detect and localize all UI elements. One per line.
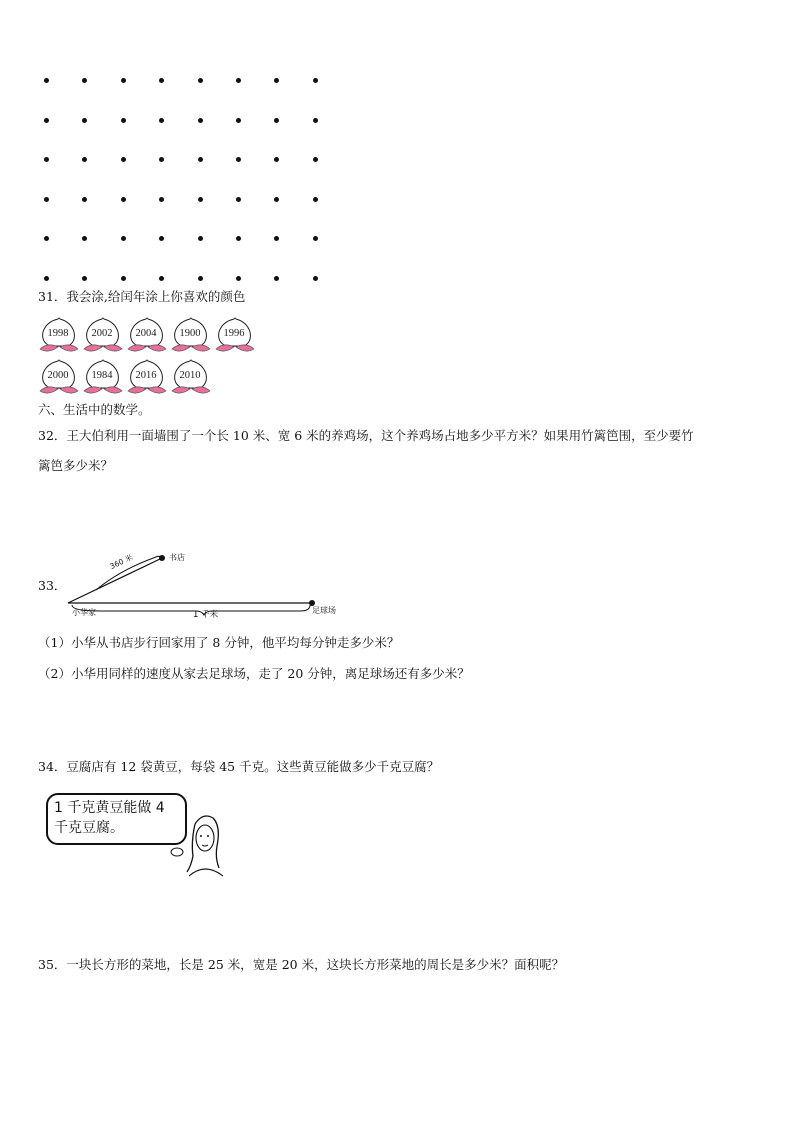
- peach-year-label: 1984: [91, 370, 113, 381]
- grid-dot: [198, 276, 203, 281]
- grid-dot: [274, 118, 279, 123]
- grid-dot: [121, 236, 126, 241]
- grid-dot: [44, 78, 49, 83]
- question-32-line-2: 篱笆多少米？: [38, 458, 114, 473]
- question-33-sub-1: （1）小华从书店步行回家用了 8 分钟，他平均每分钟走多少米？: [38, 635, 400, 650]
- grid-dot: [236, 197, 241, 202]
- grid-dot: [82, 197, 87, 202]
- grid-dot: [274, 157, 279, 162]
- peach-year-item[interactable]: [214, 316, 258, 352]
- grid-dot: [121, 78, 126, 83]
- grid-dot: [44, 276, 49, 281]
- label-stadium: 足球场: [312, 606, 336, 615]
- grid-dot: [159, 78, 164, 83]
- grid-dot: [198, 236, 203, 241]
- grid-dot: [198, 78, 203, 83]
- grid-dot: [82, 276, 87, 281]
- peach-year-item[interactable]: [38, 358, 82, 394]
- grid-dot: [313, 197, 318, 202]
- peach-year-item[interactable]: [82, 358, 126, 394]
- peach-year-item[interactable]: [82, 316, 126, 352]
- grid-dot: [82, 118, 87, 123]
- grid-dot: [159, 157, 164, 162]
- speech-line-2: 千克豆腐。: [54, 820, 124, 836]
- grid-dot: [44, 236, 49, 241]
- section-6-title: 六、生活中的数学。: [38, 402, 151, 417]
- grid-dot: [274, 197, 279, 202]
- grid-dot: [44, 118, 49, 123]
- peach-year-label: 1996: [223, 328, 245, 339]
- bookstore-point: [159, 555, 165, 561]
- grid-dot: [236, 236, 241, 241]
- peach-row-1: [38, 316, 318, 356]
- peach-year-item[interactable]: [126, 316, 170, 352]
- grid-dot: [236, 157, 241, 162]
- grid-dot: [159, 118, 164, 123]
- thought-bubble-icon: [171, 848, 183, 856]
- grid-dot: [121, 197, 126, 202]
- grid-dot: [198, 157, 203, 162]
- question-33-number: 33．: [38, 578, 67, 593]
- question-32-line-1: 32．王大伯利用一面墙围了一个长 10 米、宽 6 米的养鸡场，这个养鸡场占地多少平方米？如果用竹篱笆围，至少要竹: [38, 428, 694, 443]
- grid-dot: [236, 118, 241, 123]
- label-home: 小华家: [72, 608, 96, 617]
- brace-1km: [72, 605, 310, 615]
- grid-dot: [82, 78, 87, 83]
- peach-year-label: 2000: [47, 370, 69, 381]
- grid-dot: [159, 236, 164, 241]
- peach-year-item[interactable]: [170, 358, 214, 394]
- grid-dot: [44, 197, 49, 202]
- peach-year-label: 1900: [179, 328, 201, 339]
- grid-dot: [82, 157, 87, 162]
- grid-dot: [313, 118, 318, 123]
- peach-year-item[interactable]: [170, 316, 214, 352]
- peach-year-item[interactable]: [126, 358, 170, 394]
- grid-dot: [198, 118, 203, 123]
- label-1km: 1 千米: [193, 610, 219, 620]
- grid-dot: [274, 236, 279, 241]
- grid-dot: [121, 276, 126, 281]
- peach-year-label: 2010: [179, 370, 201, 381]
- label-bookstore: 书店: [169, 553, 185, 562]
- grid-dot: [82, 236, 87, 241]
- grid-dot: [121, 118, 126, 123]
- grid-dot: [274, 276, 279, 281]
- peach-row-2: [38, 358, 318, 398]
- peach-year-item[interactable]: [38, 316, 82, 352]
- girl-illustration: [165, 812, 245, 882]
- label-360m: 360 米: [108, 552, 135, 572]
- grid-dot: [313, 78, 318, 83]
- grid-dot: [236, 78, 241, 83]
- grid-dot: [121, 157, 126, 162]
- question-31-text: 31．我会涂,给闰年涂上你喜欢的颜色: [38, 289, 246, 304]
- grid-dot: [313, 157, 318, 162]
- grid-dot: [274, 78, 279, 83]
- grid-dot: [313, 276, 318, 281]
- dot-grid: [30, 64, 330, 290]
- grid-dot: [159, 197, 164, 202]
- grid-dot: [198, 197, 203, 202]
- question-33-sub-2: （2）小华用同样的速度从家去足球场，走了 20 分钟，离足球场还有多少米？: [38, 666, 470, 681]
- peach-year-label: 2004: [135, 328, 157, 339]
- grid-dot: [236, 276, 241, 281]
- question-34-text: 34．豆腐店有 12 袋黄豆，每袋 45 千克。这些黄豆能做多少千克豆腐？: [38, 759, 440, 774]
- grid-dot: [313, 236, 318, 241]
- speech-line-1: 1 千克黄豆能做 4: [54, 800, 165, 816]
- question-35-text: 35．一块长方形的菜地，长是 25 米，宽是 20 米，这块长方形菜地的周长是多少米？面积呢？: [38, 957, 565, 972]
- grid-dot: [159, 276, 164, 281]
- peach-year-label: 2002: [91, 328, 113, 339]
- grid-dot: [44, 157, 49, 162]
- peach-year-label: 2016: [135, 370, 157, 381]
- peach-year-label: 1998: [47, 328, 69, 339]
